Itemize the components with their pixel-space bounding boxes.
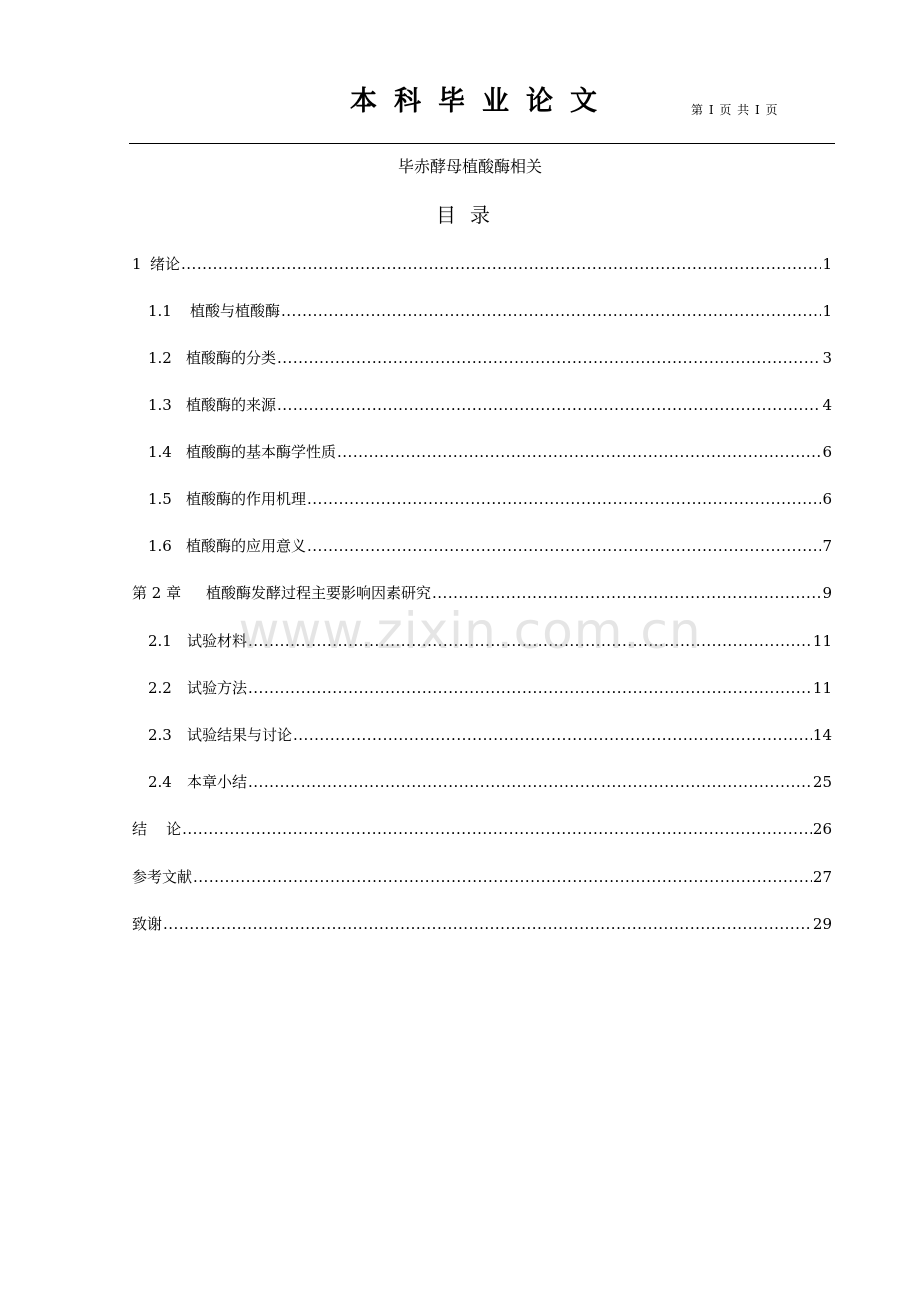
- toc-entry-page: 14: [812, 726, 832, 744]
- toc-entry-1-4[interactable]: [148, 441, 832, 463]
- toc-entry-1-3[interactable]: [148, 394, 832, 416]
- toc-entry-title: 植酸酶的基本酶学性质: [186, 443, 337, 461]
- toc-entry-page: 3: [822, 349, 832, 367]
- toc-entry-page: 26: [812, 820, 832, 838]
- toc-leader-dots: [163, 913, 812, 935]
- toc-entry-references[interactable]: [132, 866, 832, 888]
- toc-entry-2-4[interactable]: [148, 771, 832, 793]
- toc-entry-1-2[interactable]: [148, 347, 832, 369]
- toc-leader-dots: [193, 866, 812, 888]
- toc-entry-page: 29: [812, 915, 832, 933]
- toc-entry-page: 1: [822, 255, 832, 273]
- toc-entry-number: 2.1: [148, 632, 172, 650]
- toc-entry-title: 植酸酶的应用意义: [186, 537, 307, 555]
- toc-entry-page: 6: [822, 490, 832, 508]
- toc-entry-title: 试验方法: [187, 679, 248, 697]
- toc-entry-1-6[interactable]: [148, 535, 832, 557]
- toc-entry-title: 结 论: [132, 820, 182, 838]
- toc-leader-dots: [293, 724, 812, 746]
- toc-entry-number: 1.5: [148, 490, 172, 508]
- toc-entry-page: 11: [812, 679, 832, 697]
- toc-entry-page: 6: [822, 443, 832, 461]
- toc-leader-dots: [248, 630, 812, 652]
- toc-leader-dots: [281, 300, 821, 322]
- toc-entry-chapter-2[interactable]: [132, 582, 832, 604]
- toc-heading: 目录: [436, 203, 504, 227]
- toc-entry-page: 1: [822, 302, 832, 320]
- watermark: www.zixin.com.cn: [238, 602, 702, 660]
- toc-entry-page: 4: [822, 396, 832, 414]
- toc-entry-title: 植酸酶发酵过程主要影响因素研究: [206, 584, 432, 602]
- toc-leader-dots: [248, 771, 812, 793]
- toc-entry-2-3[interactable]: [148, 724, 832, 746]
- toc-entry-page: 25: [812, 773, 832, 791]
- toc-entry-title: 本章小结: [187, 773, 248, 791]
- toc-entry-title: 植酸酶的分类: [186, 349, 277, 367]
- toc-entry-2-1[interactable]: [148, 630, 832, 652]
- toc-entry-number: 1.3: [148, 396, 172, 414]
- toc-entry-title: 参考文献: [132, 868, 193, 886]
- toc-entry-conclusion[interactable]: [132, 818, 832, 840]
- toc-leader-dots: [277, 394, 821, 416]
- toc-leader-dots: [307, 535, 821, 557]
- toc-leader-dots: [432, 582, 821, 604]
- toc-entry-page: 7: [822, 537, 832, 555]
- document-subtitle: 毕赤酵母植酸酶相关: [397, 157, 542, 176]
- toc-leader-dots: [337, 441, 821, 463]
- toc-entry-title: 试验结果与讨论: [187, 726, 293, 744]
- toc-entry-number: 1.4: [148, 443, 172, 461]
- toc-entry-number: 1.2: [148, 349, 172, 367]
- toc-entry-title: 绪论: [150, 255, 181, 273]
- toc-entry-number: 1.6: [148, 537, 172, 555]
- toc-leader-dots: [182, 818, 812, 840]
- toc-entry-number: 2.4: [148, 773, 172, 791]
- toc-entry-title: 试验材料: [187, 632, 248, 650]
- toc-entry-page: 11: [812, 632, 832, 650]
- toc-entry-number: 1.1: [148, 302, 172, 320]
- toc-entry-2-2[interactable]: [148, 677, 832, 699]
- toc-entry-number: 2.3: [148, 726, 172, 744]
- toc-leader-dots: [277, 347, 821, 369]
- toc-entry-1-1[interactable]: [148, 300, 832, 322]
- toc-entry-page: 27: [812, 868, 832, 886]
- toc-entry-acknowledgements[interactable]: [132, 913, 832, 935]
- header-page-number: 第 I 页 共 I 页: [691, 103, 779, 117]
- toc-entry-number: 第 2 章: [132, 584, 182, 602]
- toc-leader-dots: [248, 677, 812, 699]
- toc-entry-page: 9: [822, 584, 832, 602]
- toc-leader-dots: [307, 488, 821, 510]
- header-title: 本科毕业论文: [350, 86, 614, 117]
- toc-entry-title: 致谢: [132, 915, 163, 933]
- header-divider: [129, 143, 835, 144]
- toc-entry-title: 植酸与植酸酶: [190, 302, 281, 320]
- toc-entry-number: 2.2: [148, 679, 172, 697]
- toc-entry-1[interactable]: [132, 253, 832, 275]
- toc-entry-title: 植酸酶的来源: [186, 396, 277, 414]
- toc-entry-1-5[interactable]: [148, 488, 832, 510]
- toc-entry-title: 植酸酶的作用机理: [186, 490, 307, 508]
- toc-entry-number: 1: [132, 255, 142, 273]
- toc-leader-dots: [181, 253, 821, 275]
